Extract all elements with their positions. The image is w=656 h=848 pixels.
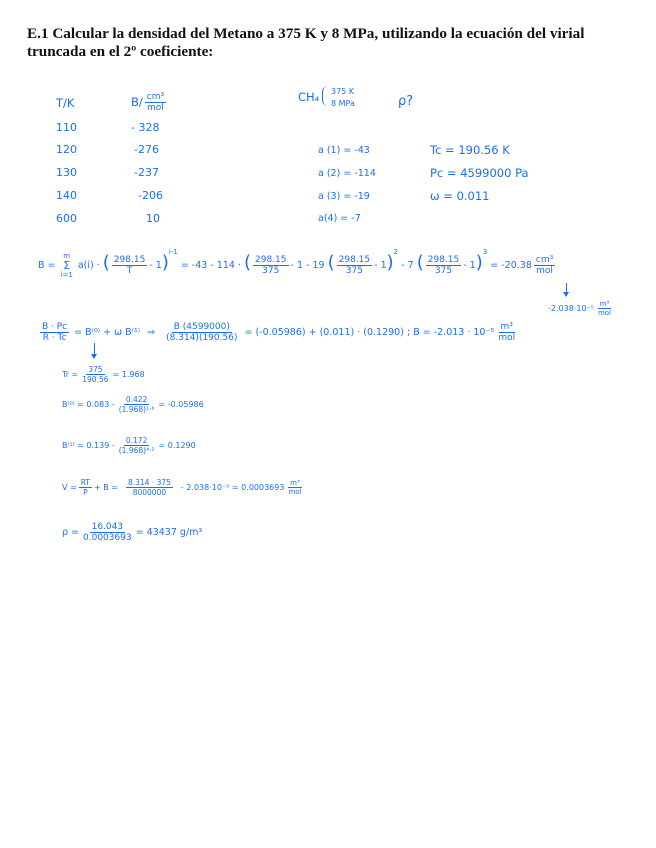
eq-b-sum-bottom: i=1 xyxy=(60,271,73,279)
b-converted xyxy=(548,300,615,317)
b0-frac xyxy=(117,395,157,414)
eq-b-frac-num: 298.15 xyxy=(113,255,146,265)
v-mid: + B = xyxy=(93,483,118,492)
eq-b-result: = -20.38 xyxy=(490,260,532,271)
b-converted-unit-den: mol xyxy=(597,309,611,317)
given-brace xyxy=(322,86,329,106)
eq-b-f2-den: 375 xyxy=(345,266,363,276)
table-header-b-unit xyxy=(145,92,166,113)
v-f1-num: RT xyxy=(80,478,90,487)
constant-pc: Pc = 4599000 Pa xyxy=(430,166,529,180)
table-row-4-b: -206 xyxy=(138,189,163,202)
v-f1 xyxy=(79,478,92,497)
v-rhs: - 2.038·10⁻⁵ = 0.0003693 xyxy=(180,483,285,492)
table-row-1-t: 110 xyxy=(56,121,77,134)
eq-b-exp2: 2 xyxy=(393,247,399,256)
tr-num: 375 xyxy=(88,365,103,374)
coefficient-a2: a (2) = -114 xyxy=(318,168,376,179)
v-f2 xyxy=(126,478,173,497)
table-row-3-t: 130 xyxy=(56,166,77,179)
b-unit-num: cm³ xyxy=(146,92,165,102)
pitzer-sub-rhs: = (-0.05986) + (0.011) · (0.1290) ; xyxy=(244,327,411,338)
tr-den: 190.56 xyxy=(82,375,109,384)
rho-den: 0.0003693 xyxy=(83,533,132,543)
v-unit-den: mol xyxy=(288,488,302,496)
b0-lhs: B⁽⁰⁾ = 0.083 - xyxy=(62,400,115,409)
b1-frac xyxy=(117,436,157,455)
pitzer-b-unit-den: mol xyxy=(498,333,516,343)
equation-b1 xyxy=(62,436,196,455)
b-converted-unit xyxy=(596,300,613,317)
coefficient-a3: a (3) = -19 xyxy=(318,191,370,202)
b0-den: (1.968)¹·⁶ xyxy=(118,405,155,414)
pitzer-sub-num: B (4599000) xyxy=(173,322,230,332)
table-row-2-b: -276 xyxy=(134,143,159,156)
table-row-2-t: 120 xyxy=(56,143,77,156)
eq-b-sum-top: m xyxy=(63,252,71,260)
coefficient-a1: a (1) = -43 xyxy=(318,145,370,156)
eq-b-result-unit xyxy=(534,255,555,276)
pitzer-lhs xyxy=(40,322,69,343)
tr-lhs: Tr = xyxy=(62,370,79,379)
constant-tc: Tc = 190.56 K xyxy=(430,143,510,157)
eq-b-frac-den: T xyxy=(126,266,133,276)
table-row-4-t: 140 xyxy=(56,189,77,202)
pitzer-implies: ⇒ xyxy=(147,327,156,338)
eq-b-result-unit-num: cm³ xyxy=(535,255,554,265)
equation-tr xyxy=(62,365,145,384)
table-header-b xyxy=(131,92,168,113)
eq-b-exp3: 3 xyxy=(482,247,488,256)
eq-b-f2 xyxy=(337,255,373,276)
pitzer-rhs: = B⁽⁰⁾ + ω B⁽¹⁾ xyxy=(74,327,141,338)
eq-b-f3 xyxy=(426,255,462,276)
b-unit-den: mol xyxy=(147,103,164,113)
v-f2-den: 8000000 xyxy=(132,488,167,497)
b-converted-unit-num: m³ xyxy=(599,300,610,308)
eq-b-f3-den: 375 xyxy=(434,266,453,276)
pitzer-b-result: B = -2.013 · 10⁻⁵ xyxy=(413,327,495,338)
eq-b-f3-num: 298.15 xyxy=(427,255,460,265)
pitzer-sub xyxy=(164,322,239,343)
tr-arrow xyxy=(94,343,95,357)
given-species: CH₄ xyxy=(298,90,320,104)
equation-b-expansion: B = m Σ i=1 a(i) · ( $\frac{298.15}{T}$ - 1)$^{i-1}$ = -43 - 114 · ( $\frac{298.15}{375}$ - 1 - 19 ( $\frac{298.15}{375}$ - 1)$^2$ - 7 ( $\frac{298.15}{375}$ - 1)$^3$ = -20.38 $\frac{\text{cm³}}{\text{mol}}$ xyxy=(38,247,554,279)
pitzer-b-unit xyxy=(496,322,517,343)
b0-rhs: = -0.05986 xyxy=(158,400,204,409)
given-temperature: 375 K xyxy=(331,87,355,96)
b-converted-value: -2.038·10⁻⁵ xyxy=(548,304,594,313)
b0-num: 0.422 xyxy=(125,395,148,404)
b1-num: 0.172 xyxy=(125,436,148,445)
eq-b-mid3: - 7 xyxy=(401,260,414,271)
eq-b-f1-num: 298.15 xyxy=(255,255,287,265)
table-row-3-b: -237 xyxy=(134,166,159,179)
v-unit xyxy=(286,479,303,496)
pitzer-sub-den: (8.314)(190.56) xyxy=(166,333,238,343)
coefficient-a4: a(4) = -7 xyxy=(318,213,361,224)
conversion-arrow xyxy=(566,283,567,295)
eq-b-result-unit-den: mol xyxy=(536,266,553,276)
table-row-1-b: - 328 xyxy=(131,121,160,134)
eq-b-f1 xyxy=(253,255,289,276)
given-pressure: 8 MPa xyxy=(331,99,355,108)
table-header-b-label: B/ xyxy=(131,95,143,109)
rho-num: 16.043 xyxy=(91,522,124,532)
b1-den: (1.968)⁴·² xyxy=(118,446,155,455)
eq-b-f1-den: 375 xyxy=(262,266,280,276)
pitzer-b-unit-num: m³ xyxy=(500,322,513,332)
eq-b-sum-sigma: Σ xyxy=(63,259,71,272)
v-f2-num: 8.314 · 375 xyxy=(127,478,171,487)
table-header-temperature: T/K xyxy=(56,96,75,110)
rho-lhs: ρ = xyxy=(62,527,80,538)
eq-b-mid2: - 1 xyxy=(374,260,387,271)
pitzer-lhs-den: R · Tc xyxy=(42,333,67,343)
exercise-heading: E.1 Calcular la densidad del Metano a 375 K y 8 MPa, utilizando la ecuación del virial truncada en el 2º coeficiente: xyxy=(27,25,585,60)
eq-b-term-tail: - 1 xyxy=(149,260,162,271)
constant-omega: ω = 0.011 xyxy=(430,189,490,203)
b1-lhs: B⁽¹⁾ = 0.139 - xyxy=(62,441,115,450)
given-unknown: ρ? xyxy=(398,94,414,109)
equation-b0 xyxy=(62,395,204,414)
v-lhs: V = xyxy=(62,483,77,492)
eq-b-lhs: B = xyxy=(38,260,56,271)
equation-volume xyxy=(62,478,306,497)
eq-b-term: a(i) · xyxy=(77,260,100,271)
eq-b-sum xyxy=(61,252,73,279)
tr-frac xyxy=(80,365,110,384)
pitzer-lhs-num: B · Pc xyxy=(42,322,68,332)
rho-frac xyxy=(81,522,134,543)
b1-rhs: = 0.1290 xyxy=(158,441,196,450)
eq-b-frac xyxy=(112,255,148,276)
table-row-5-t: 600 xyxy=(56,212,77,225)
eq-b-exponent: i-1 xyxy=(168,247,178,256)
eq-b-expansion: = -43 - 114 · xyxy=(180,260,241,271)
table-row-5-b: 10 xyxy=(146,212,160,225)
equation-density xyxy=(62,522,202,543)
tr-rhs: = 1.968 xyxy=(112,370,145,379)
equation-pitzer xyxy=(38,322,519,343)
eq-b-f2-num: 298.15 xyxy=(338,255,371,265)
rho-rhs: = 43437 g/m³ xyxy=(135,527,203,538)
v-f1-den: P xyxy=(83,488,88,497)
eq-b-mid4: - 1 xyxy=(463,260,476,271)
eq-b-mid1: - 1 - 19 xyxy=(290,260,325,271)
v-unit-num: m³ xyxy=(290,479,300,487)
